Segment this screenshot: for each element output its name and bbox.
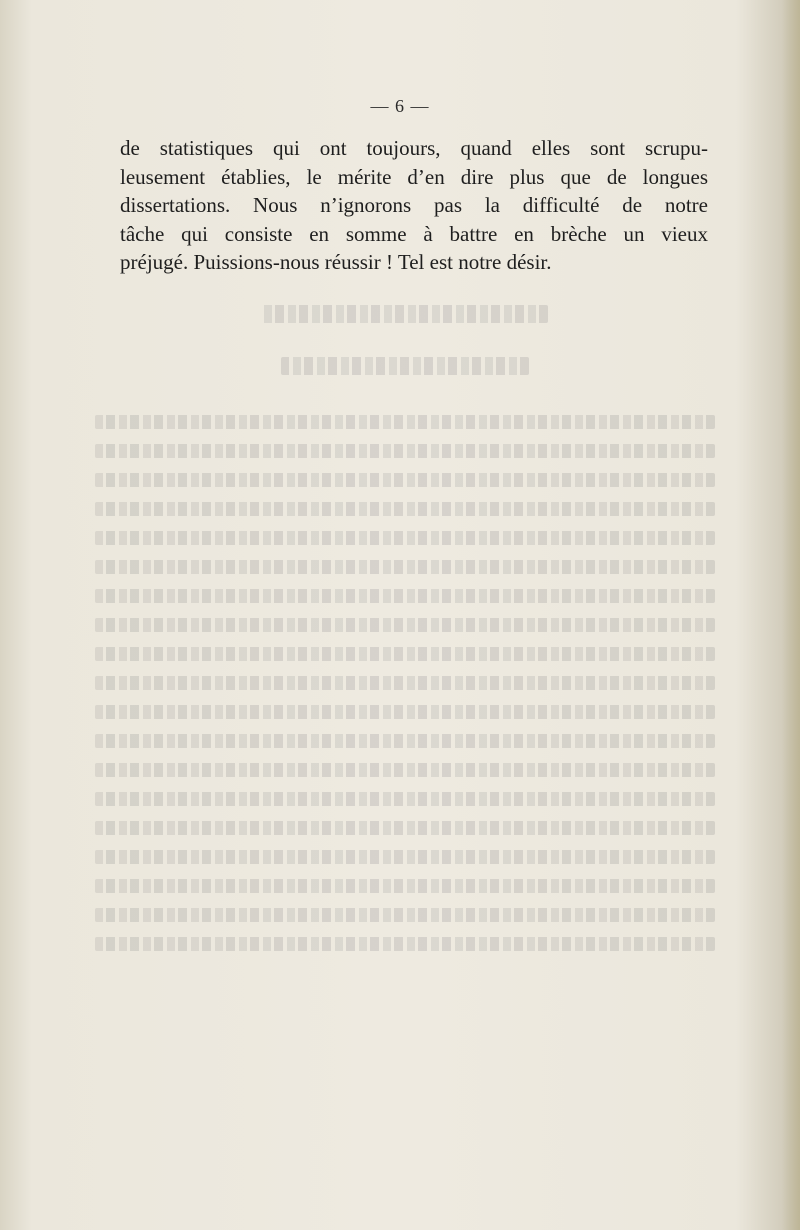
page-spine-shadow	[782, 0, 800, 1230]
page-number: — 6 —	[370, 96, 430, 116]
paragraph-line: de statistiques qui ont toujours, quand elles sont scrupu-	[120, 136, 708, 160]
reverse-side-bleed-through	[95, 305, 715, 966]
paragraph-line: leusement établies, le mérite d’en dire plus que de longues	[120, 164, 708, 189]
paragraph-line: préjugé. Puissions-nous réussir ! Tel est notre désir.	[120, 250, 552, 274]
paragraph-line: tâche qui consiste en somme à battre en brèche un vieux	[120, 221, 708, 246]
paragraph-line: dissertations. Nous n’ignorons pas la difficulté de notre	[120, 193, 708, 217]
body-paragraph	[120, 134, 708, 277]
